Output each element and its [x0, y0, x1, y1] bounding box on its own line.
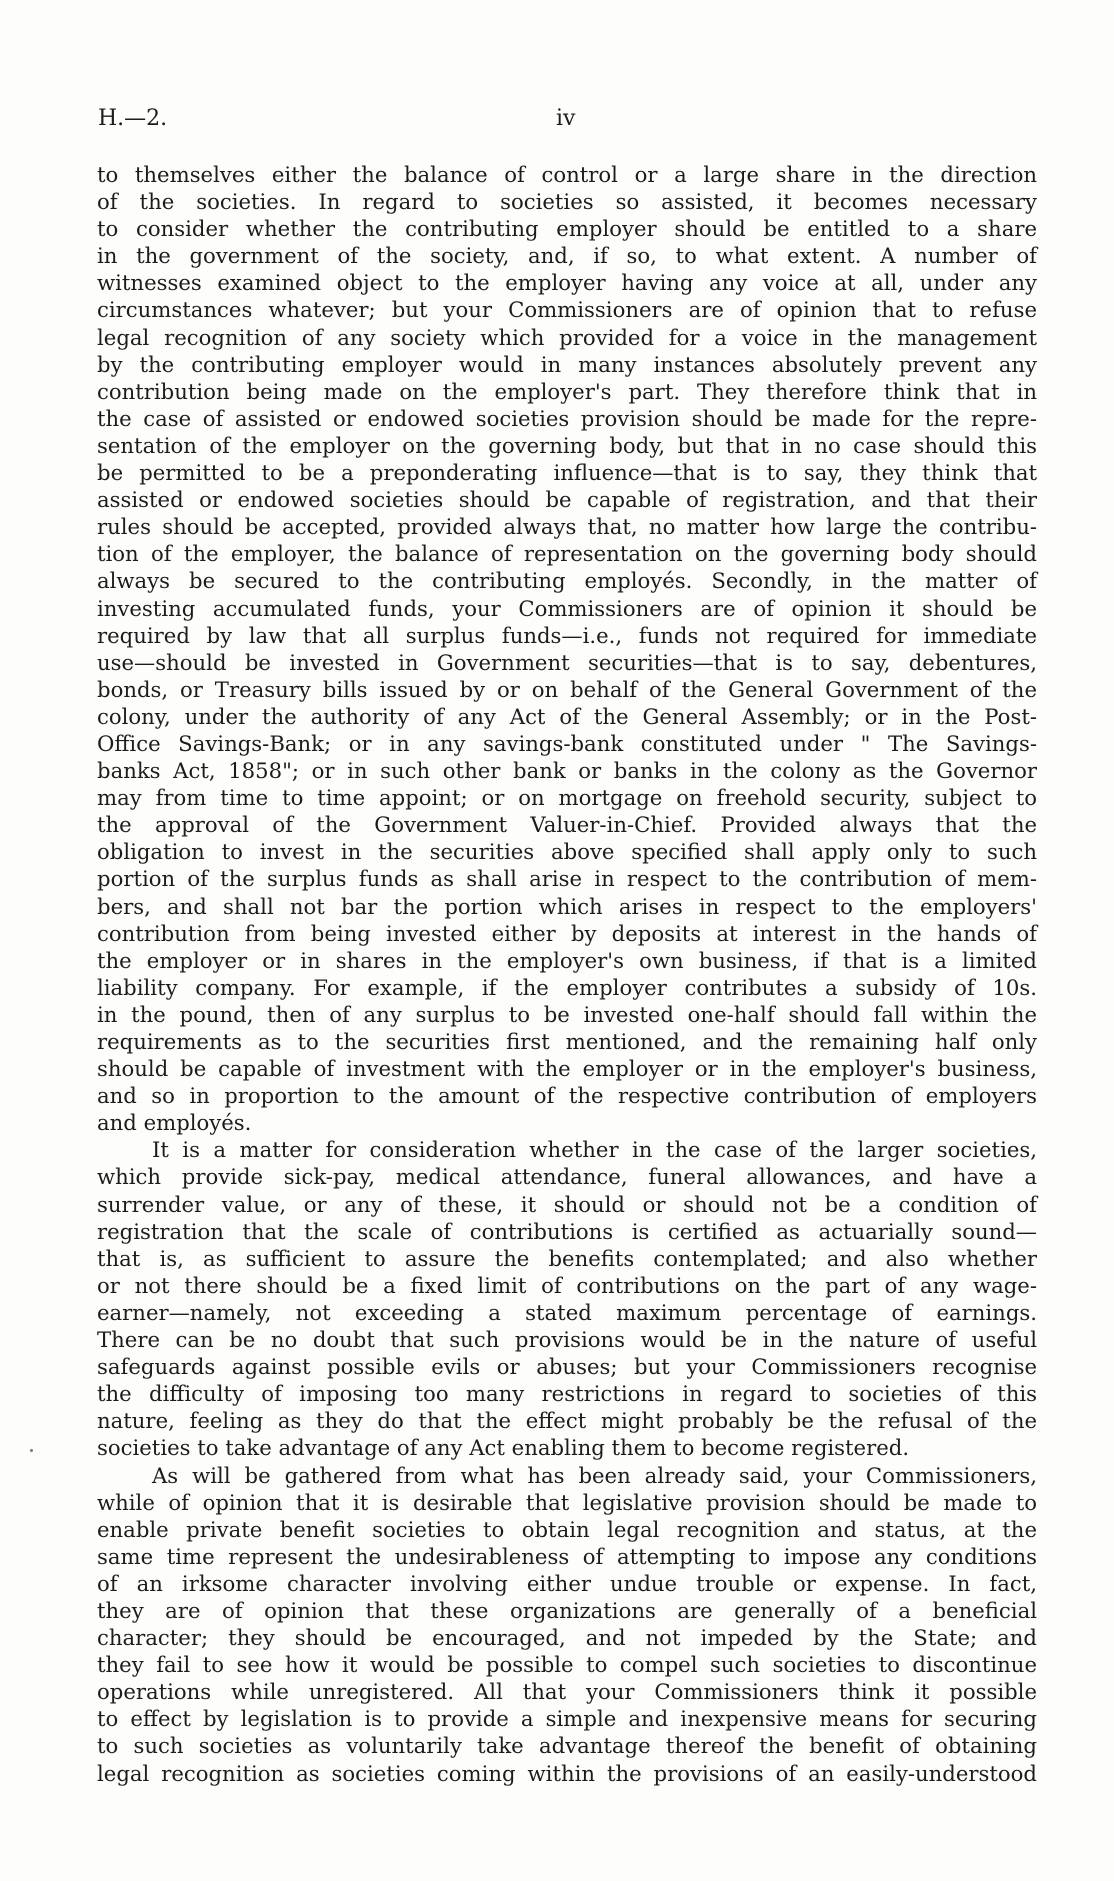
- text-line: by the contributing employer would in many instances absolutely prevent any: [97, 351, 1037, 377]
- text-line: the employer or in shares in the employer's own business, if that is a limited: [97, 947, 1037, 973]
- text-line: sentation of the employer on the governing body, but that in no case should this: [97, 432, 1037, 458]
- text-line: banks Act, 1858"; or in such other bank or banks in the colony as the Governor: [97, 758, 1037, 784]
- text-line: assisted or endowed societies should be capable of registration, and that their: [97, 487, 1037, 513]
- text-line: operations while unregistered. All that your Commissioners think it possible: [97, 1679, 1037, 1705]
- text-line: to such societies as voluntarily take advantage thereof the benefit of obtaining: [97, 1733, 1037, 1759]
- text-line: contribution being made on the employer's part. They therefore think that in: [97, 378, 1037, 404]
- paper-reference: H.—2.: [98, 106, 168, 131]
- page-number: iv: [556, 106, 576, 131]
- text-line: enable private benefit societies to obtain legal recognition and status, at the: [97, 1516, 1037, 1542]
- text-line: rules should be accepted, provided always that, no matter how large the contribu-: [97, 514, 1037, 540]
- text-line: tion of the employer, the balance of representation on the governing body should: [97, 541, 1037, 567]
- paragraph: [97, 161, 1037, 1136]
- text-line: the approval of the Government Valuer-in-Chief. Provided always that the: [97, 812, 1037, 838]
- text-line: which provide sick-pay, medical attendance, funeral allowances, and have a: [97, 1164, 1037, 1190]
- text-line: to consider whether the contributing employer should be entitled to a share: [97, 216, 1037, 242]
- text-line: same time represent the undesirableness of attempting to impose any conditions: [97, 1543, 1037, 1569]
- text-line: bers, and shall not bar the portion which arises in respect to the employers': [97, 893, 1037, 919]
- text-line: the difficulty of imposing too many restrictions in regard to societies of this: [97, 1381, 1037, 1407]
- text-line: or not there should be a fixed limit of contributions on the part of any wage-: [97, 1272, 1037, 1298]
- paragraph: [97, 1462, 1037, 1787]
- text-line: be permitted to be a preponderating influence—that is to say, they think that: [97, 460, 1037, 486]
- body-text: [97, 161, 1037, 1787]
- text-line: required by law that all surplus funds—i.e., funds not required for immediate: [97, 622, 1037, 648]
- text-line: obligation to invest in the securities above specified shall apply only to such: [97, 839, 1037, 865]
- text-line: colony, under the authority of any Act of the General Assembly; or in the Post-: [97, 703, 1037, 729]
- text-line: and so in proportion to the amount of the respective contribution of employers: [97, 1083, 1037, 1109]
- text-line: As will be gathered from what has been already said, your Commissioners,: [152, 1462, 1037, 1488]
- text-line: that is, as sufficient to assure the benefits contemplated; and also whether: [97, 1245, 1037, 1271]
- margin-speck: [30, 1449, 33, 1452]
- text-line: while of opinion that it is desirable that legislative provision should be made to: [97, 1489, 1037, 1515]
- text-line: registration that the scale of contributions is certified as actuarially sound—: [97, 1218, 1037, 1244]
- text-line: contribution from being invested either by deposits at interest in the hands of: [97, 920, 1037, 946]
- text-line: always be secured to the contributing employés. Secondly, in the matter of: [97, 568, 1037, 594]
- text-line: earner—namely, not exceeding a stated maximum percentage of earnings.: [97, 1299, 1037, 1325]
- text-line: of the societies. In regard to societies so assisted, it becomes necessary: [97, 189, 1037, 215]
- text-line: of an irksome character involving either undue trouble or expense. In fact,: [97, 1570, 1037, 1596]
- text-line: to themselves either the balance of control or a large share in the direction: [97, 162, 1037, 187]
- text-line: in the government of the society, and, if so, to what extent. A number of: [97, 243, 1037, 269]
- text-line: use—should be invested in Government securities—that is to say, debentures,: [97, 649, 1037, 675]
- text-line: nature, feeling as they do that the effect might probably be the refusal of the: [97, 1408, 1037, 1434]
- paragraph: [97, 1136, 1037, 1461]
- text-line: Office Savings-Bank; or in any savings-bank constituted under " The Savings-: [97, 730, 1037, 756]
- text-line: societies to take advantage of any Act enabling them to become registered.: [97, 1435, 910, 1461]
- text-line: legal recognition of any society which provided for a voice in the management: [97, 324, 1037, 350]
- text-line: they fail to see how it would be possible to compel such societies to discontinue: [97, 1652, 1037, 1678]
- text-line: may from time to time appoint; or on mortgage on freehold security, subject to: [97, 785, 1037, 811]
- text-line: circumstances whatever; but your Commissioners are of opinion that to refuse: [97, 297, 1037, 323]
- text-line: should be capable of investment with the employer or in the employer's business,: [97, 1056, 1037, 1082]
- text-line: surrender value, or any of these, it should or should not be a condition of: [97, 1191, 1037, 1217]
- text-line: to effect by legislation is to provide a simple and inexpensive means for securing: [97, 1706, 1037, 1732]
- text-line: character; they should be encouraged, and not impeded by the State; and: [97, 1625, 1037, 1651]
- text-line: legal recognition as societies coming within the provisions of an easily-understood: [97, 1760, 1037, 1786]
- text-line: they are of opinion that these organizations are generally of a beneficial: [97, 1597, 1037, 1623]
- text-line: bonds, or Treasury bills issued by or on behalf of the General Government of the: [97, 676, 1037, 702]
- text-line: in the pound, then of any surplus to be invested one-half should fall within the: [97, 1001, 1037, 1027]
- text-line: There can be no doubt that such provisions would be in the nature of useful: [97, 1327, 1037, 1353]
- text-line: witnesses examined object to the employer having any voice at all, under any: [97, 270, 1037, 296]
- text-line: the case of assisted or endowed societies provision should be made for the repre-: [97, 405, 1037, 431]
- text-line: liability company. For example, if the employer contributes a subsidy of 10s.: [97, 974, 1037, 1000]
- text-line: It is a matter for consideration whether in the case of the larger societies,: [152, 1137, 1037, 1163]
- text-line: safeguards against possible evils or abuses; but your Commissioners recognise: [97, 1354, 1037, 1380]
- text-line: investing accumulated funds, your Commissioners are of opinion it should be: [97, 595, 1037, 621]
- text-line: and employés.: [97, 1110, 252, 1136]
- text-line: requirements as to the securities first mentioned, and the remaining half only: [97, 1029, 1037, 1054]
- text-line: portion of the surplus funds as shall arise in respect to the contribution of mem-: [97, 866, 1037, 892]
